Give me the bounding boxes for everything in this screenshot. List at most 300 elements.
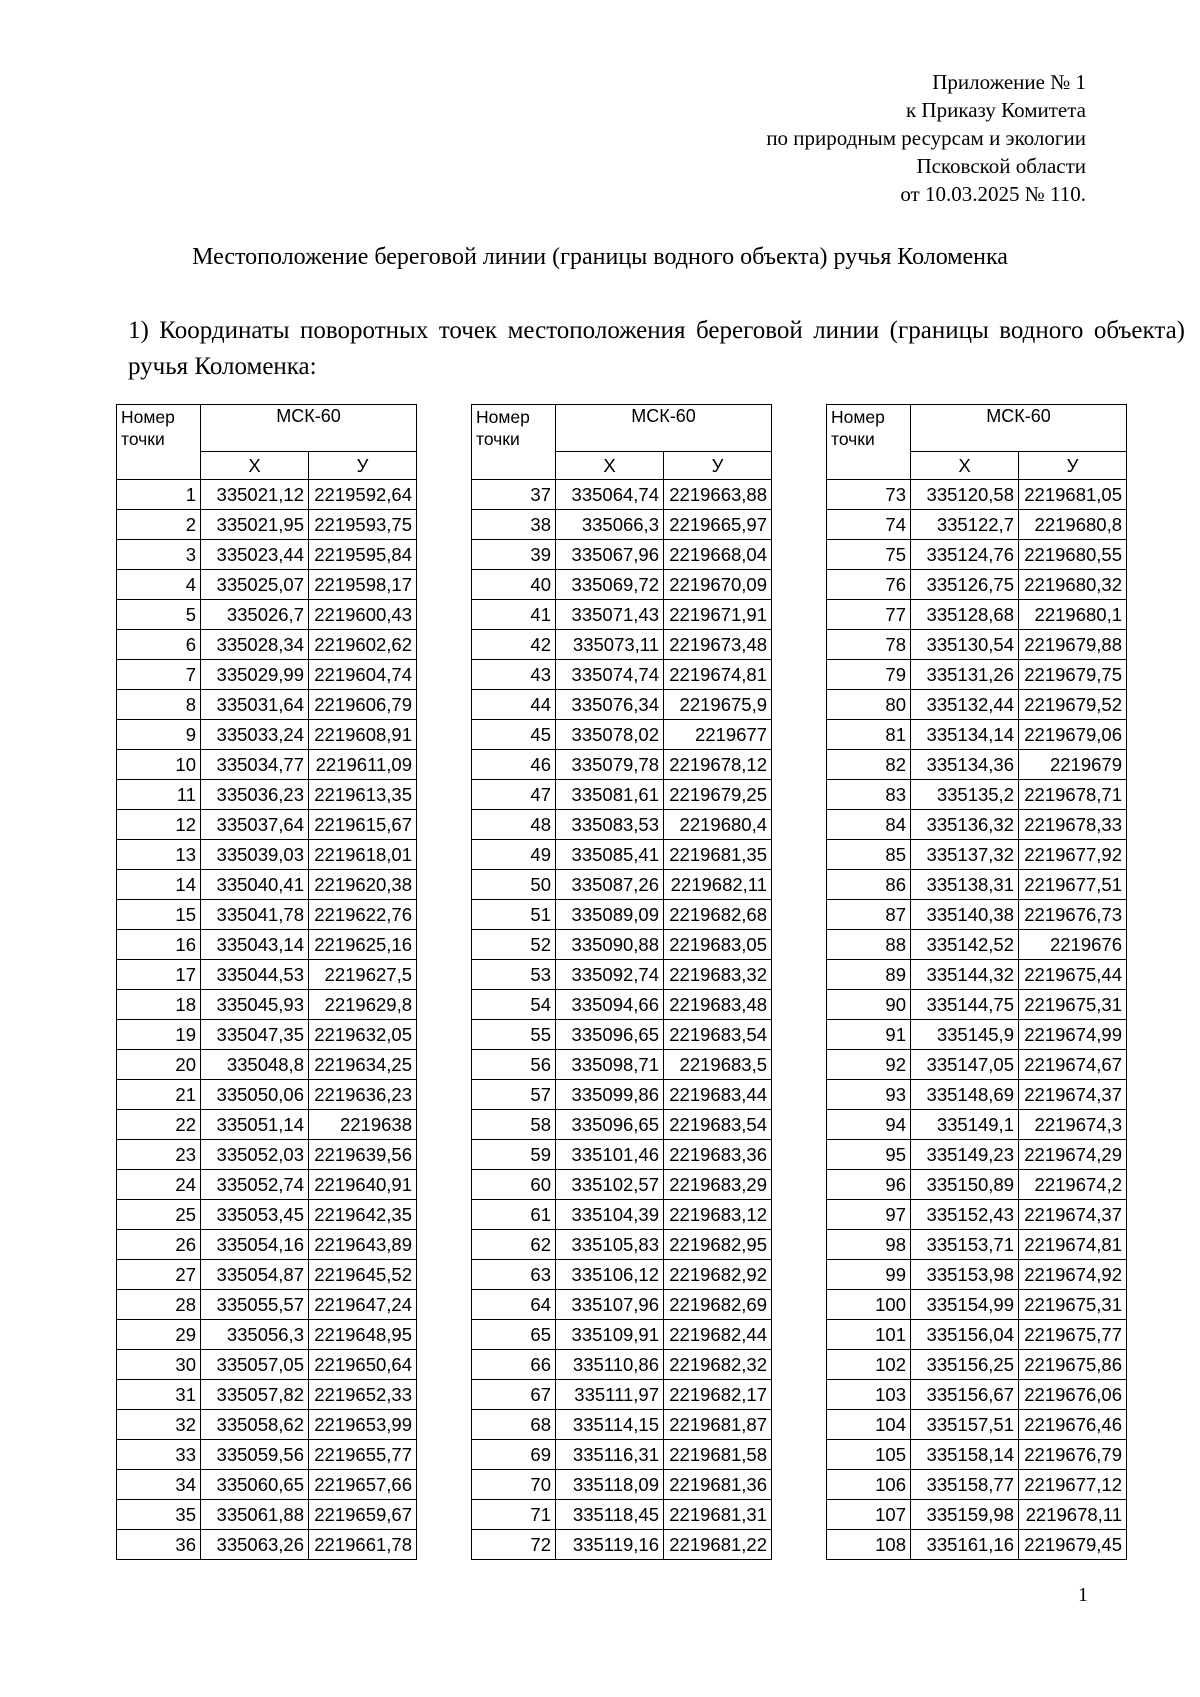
point-number-cell: 15 — [117, 900, 201, 930]
x-coordinate-cell: 335057,82 — [201, 1380, 309, 1410]
y-coordinate-cell: 2219682,17 — [664, 1380, 772, 1410]
x-coordinate-cell: 335136,32 — [911, 810, 1019, 840]
table-row — [117, 750, 417, 780]
y-coordinate-cell: 2219683,12 — [664, 1200, 772, 1230]
table-row — [117, 960, 417, 990]
x-coordinate-cell: 335045,93 — [201, 990, 309, 1020]
table-row — [472, 1530, 772, 1560]
y-coordinate-cell: 2219675,86 — [1019, 1350, 1127, 1380]
table-row — [827, 630, 1127, 660]
table-row — [117, 480, 417, 510]
point-number-cell: 50 — [472, 870, 556, 900]
x-coordinate-cell: 335142,52 — [911, 930, 1019, 960]
coordinate-system-header: МСК-60 — [201, 405, 417, 452]
x-coordinate-cell: 335149,23 — [911, 1140, 1019, 1170]
point-number-cell: 19 — [117, 1020, 201, 1050]
x-coordinate-cell: 335156,67 — [911, 1380, 1019, 1410]
point-number-cell: 85 — [827, 840, 911, 870]
x-coordinate-cell: 335106,12 — [556, 1260, 664, 1290]
point-number-cell: 10 — [117, 750, 201, 780]
x-coordinate-cell: 335078,02 — [556, 720, 664, 750]
x-coordinate-cell: 335156,25 — [911, 1350, 1019, 1380]
y-coordinate-cell: 2219682,69 — [664, 1290, 772, 1320]
x-coordinate-cell: 335122,7 — [911, 510, 1019, 540]
table-row — [827, 1470, 1127, 1500]
y-coordinate-cell: 2219618,01 — [309, 840, 417, 870]
y-coordinate-cell: 2219683,05 — [664, 930, 772, 960]
x-coordinate-cell: 335137,32 — [911, 840, 1019, 870]
table-row — [827, 1080, 1127, 1110]
table-row — [472, 600, 772, 630]
table-row — [472, 660, 772, 690]
x-coordinate-cell: 335029,99 — [201, 660, 309, 690]
point-number-cell: 96 — [827, 1170, 911, 1200]
table-row — [117, 1260, 417, 1290]
table-row — [827, 960, 1127, 990]
x-coordinate-cell: 335119,16 — [556, 1530, 664, 1560]
x-coordinate-cell: 335140,38 — [911, 900, 1019, 930]
y-coordinate-cell: 2219674,92 — [1019, 1260, 1127, 1290]
y-coordinate-cell: 2219680,55 — [1019, 540, 1127, 570]
coordinates-table-2 — [471, 404, 772, 1560]
y-coordinate-cell: 2219604,74 — [309, 660, 417, 690]
point-number-cell: 67 — [472, 1380, 556, 1410]
x-coordinate-cell: 335052,03 — [201, 1140, 309, 1170]
x-coordinate-cell: 335031,64 — [201, 690, 309, 720]
table-row — [117, 990, 417, 1020]
x-coordinate-cell: 335110,86 — [556, 1350, 664, 1380]
y-coordinate-cell: 2219681,05 — [1019, 480, 1127, 510]
point-number-cell: 100 — [827, 1290, 911, 1320]
point-number-cell: 69 — [472, 1440, 556, 1470]
table-row — [827, 930, 1127, 960]
point-number-cell: 103 — [827, 1380, 911, 1410]
x-coordinate-cell: 335092,74 — [556, 960, 664, 990]
x-coordinate-cell: 335048,8 — [201, 1050, 309, 1080]
table-row — [827, 780, 1127, 810]
y-coordinate-cell: 2219682,44 — [664, 1320, 772, 1350]
x-coordinate-cell: 335073,11 — [556, 630, 664, 660]
table-row — [117, 1110, 417, 1140]
table-row — [472, 1440, 772, 1470]
y-coordinate-cell: 2219638 — [309, 1110, 417, 1140]
point-number-cell: 97 — [827, 1200, 911, 1230]
y-coordinate-cell: 2219679,75 — [1019, 660, 1127, 690]
y-coordinate-cell: 2219592,64 — [309, 480, 417, 510]
x-coordinate-cell: 335054,16 — [201, 1230, 309, 1260]
point-number-cell: 28 — [117, 1290, 201, 1320]
point-number-cell: 25 — [117, 1200, 201, 1230]
point-number-cell: 94 — [827, 1110, 911, 1140]
x-coordinate-cell: 335098,71 — [556, 1050, 664, 1080]
table-body — [827, 480, 1127, 1560]
table-row — [117, 1410, 417, 1440]
y-coordinate-cell: 2219676,46 — [1019, 1410, 1127, 1440]
y-coordinate-cell: 2219677 — [664, 720, 772, 750]
table-row — [472, 720, 772, 750]
x-coordinate-cell: 335050,06 — [201, 1080, 309, 1110]
table-row — [472, 1080, 772, 1110]
x-coordinate-cell: 335021,12 — [201, 480, 309, 510]
x-coordinate-cell: 335021,95 — [201, 510, 309, 540]
x-coordinate-cell: 335130,54 — [911, 630, 1019, 660]
table-row — [827, 750, 1127, 780]
table-row — [827, 1350, 1127, 1380]
point-number-cell: 40 — [472, 570, 556, 600]
y-coordinate-cell: 2219677,92 — [1019, 840, 1127, 870]
table-row — [827, 1200, 1127, 1230]
y-coordinate-cell: 2219645,52 — [309, 1260, 417, 1290]
point-number-cell: 53 — [472, 960, 556, 990]
y-coordinate-cell: 2219673,48 — [664, 630, 772, 660]
point-number-cell: 51 — [472, 900, 556, 930]
point-number-cell: 86 — [827, 870, 911, 900]
x-coordinate-cell: 335087,26 — [556, 870, 664, 900]
y-coordinate-cell: 2219678,11 — [1019, 1500, 1127, 1530]
x-header: X — [556, 452, 664, 480]
table-row — [472, 1200, 772, 1230]
x-coordinate-cell: 335067,96 — [556, 540, 664, 570]
x-coordinate-cell: 335060,65 — [201, 1470, 309, 1500]
point-number-cell: 6 — [117, 630, 201, 660]
x-coordinate-cell: 335051,14 — [201, 1110, 309, 1140]
y-coordinate-cell: 2219671,91 — [664, 600, 772, 630]
y-coordinate-cell: 2219678,33 — [1019, 810, 1127, 840]
x-coordinate-cell: 335101,46 — [556, 1140, 664, 1170]
point-number-header: Номер точки — [472, 405, 556, 480]
table-row — [472, 1230, 772, 1260]
point-number-cell: 82 — [827, 750, 911, 780]
header-line: Псковской области — [916, 154, 1086, 178]
y-coordinate-cell: 2219653,99 — [309, 1410, 417, 1440]
x-coordinate-cell: 335145,9 — [911, 1020, 1019, 1050]
point-number-cell: 44 — [472, 690, 556, 720]
table-row — [472, 1410, 772, 1440]
point-number-cell: 101 — [827, 1320, 911, 1350]
point-number-cell: 84 — [827, 810, 911, 840]
table-row — [472, 1470, 772, 1500]
x-coordinate-cell: 335056,3 — [201, 1320, 309, 1350]
table-row — [472, 1110, 772, 1140]
table-row — [117, 840, 417, 870]
x-coordinate-cell: 335044,53 — [201, 960, 309, 990]
table-row — [117, 720, 417, 750]
y-coordinate-cell: 2219676 — [1019, 930, 1127, 960]
table-row — [117, 570, 417, 600]
table-row — [827, 1380, 1127, 1410]
y-coordinate-cell: 2219640,91 — [309, 1170, 417, 1200]
y-coordinate-cell: 2219683,48 — [664, 990, 772, 1020]
y-coordinate-cell: 2219622,76 — [309, 900, 417, 930]
y-coordinate-cell: 2219606,79 — [309, 690, 417, 720]
point-number-cell: 18 — [117, 990, 201, 1020]
y-coordinate-cell: 2219615,67 — [309, 810, 417, 840]
page-number: 1 — [1078, 1584, 1088, 1606]
document-title: Местоположение береговой линии (границы водного объекта) ручья Коломенка — [192, 244, 1008, 270]
point-number-cell: 48 — [472, 810, 556, 840]
table-row — [472, 510, 772, 540]
point-number-cell: 2 — [117, 510, 201, 540]
x-coordinate-cell: 335159,98 — [911, 1500, 1019, 1530]
header-line: по природным ресурсам и экологии — [766, 126, 1086, 150]
y-coordinate-cell: 2219679 — [1019, 750, 1127, 780]
x-coordinate-cell: 335153,71 — [911, 1230, 1019, 1260]
y-coordinate-cell: 2219681,22 — [664, 1530, 772, 1560]
y-header: У — [664, 452, 772, 480]
point-number-cell: 23 — [117, 1140, 201, 1170]
x-coordinate-cell: 335079,78 — [556, 750, 664, 780]
point-number-cell: 64 — [472, 1290, 556, 1320]
point-number-cell: 93 — [827, 1080, 911, 1110]
y-coordinate-cell: 2219681,36 — [664, 1470, 772, 1500]
y-coordinate-cell: 2219598,17 — [309, 570, 417, 600]
y-coordinate-cell: 2219670,09 — [664, 570, 772, 600]
y-coordinate-cell: 2219683,5 — [664, 1050, 772, 1080]
point-number-cell: 39 — [472, 540, 556, 570]
y-coordinate-cell: 2219681,58 — [664, 1440, 772, 1470]
x-coordinate-cell: 335152,43 — [911, 1200, 1019, 1230]
y-coordinate-cell: 2219620,38 — [309, 870, 417, 900]
table-row — [117, 1380, 417, 1410]
table-row — [827, 990, 1127, 1020]
table-row — [827, 510, 1127, 540]
table-row — [472, 870, 772, 900]
point-number-cell: 70 — [472, 1470, 556, 1500]
point-number-cell: 29 — [117, 1320, 201, 1350]
table-row — [472, 1290, 772, 1320]
table-row — [117, 1230, 417, 1260]
x-coordinate-cell: 335076,34 — [556, 690, 664, 720]
point-number-cell: 12 — [117, 810, 201, 840]
x-coordinate-cell: 335104,39 — [556, 1200, 664, 1230]
x-coordinate-cell: 335120,58 — [911, 480, 1019, 510]
y-coordinate-cell: 2219634,25 — [309, 1050, 417, 1080]
point-number-cell: 38 — [472, 510, 556, 540]
x-coordinate-cell: 335118,09 — [556, 1470, 664, 1500]
x-coordinate-cell: 335071,43 — [556, 600, 664, 630]
y-coordinate-cell: 2219683,36 — [664, 1140, 772, 1170]
table-row — [472, 1260, 772, 1290]
table-row — [827, 480, 1127, 510]
point-number-cell: 46 — [472, 750, 556, 780]
y-coordinate-cell: 2219636,23 — [309, 1080, 417, 1110]
table-row — [472, 1320, 772, 1350]
y-coordinate-cell: 2219679,88 — [1019, 630, 1127, 660]
y-coordinate-cell: 2219650,64 — [309, 1350, 417, 1380]
table-row — [827, 720, 1127, 750]
y-coordinate-cell: 2219678,12 — [664, 750, 772, 780]
y-coordinate-cell: 2219674,29 — [1019, 1140, 1127, 1170]
point-number-cell: 24 — [117, 1170, 201, 1200]
point-number-cell: 88 — [827, 930, 911, 960]
x-coordinate-cell: 335074,74 — [556, 660, 664, 690]
x-coordinate-cell: 335057,05 — [201, 1350, 309, 1380]
y-coordinate-cell: 2219680,4 — [664, 810, 772, 840]
x-coordinate-cell: 335107,96 — [556, 1290, 664, 1320]
table-row — [472, 570, 772, 600]
table-row — [827, 1410, 1127, 1440]
table-row — [117, 1440, 417, 1470]
x-coordinate-cell: 335157,51 — [911, 1410, 1019, 1440]
point-number-cell: 89 — [827, 960, 911, 990]
point-number-cell: 83 — [827, 780, 911, 810]
point-number-header: Номер точки — [827, 405, 911, 480]
x-coordinate-cell: 335034,77 — [201, 750, 309, 780]
point-number-cell: 98 — [827, 1230, 911, 1260]
point-number-cell: 61 — [472, 1200, 556, 1230]
coordinates-table-1 — [116, 404, 417, 1560]
x-coordinate-cell: 335061,88 — [201, 1500, 309, 1530]
table-row — [827, 1110, 1127, 1140]
y-coordinate-cell: 2219674,81 — [664, 660, 772, 690]
x-coordinate-cell: 335134,36 — [911, 750, 1019, 780]
table-row — [827, 840, 1127, 870]
table-row — [827, 1260, 1127, 1290]
x-coordinate-cell: 335096,65 — [556, 1110, 664, 1140]
point-number-cell: 62 — [472, 1230, 556, 1260]
x-coordinate-cell: 335047,35 — [201, 1020, 309, 1050]
x-coordinate-cell: 335128,68 — [911, 600, 1019, 630]
table-row — [117, 1320, 417, 1350]
y-coordinate-cell: 2219680,8 — [1019, 510, 1127, 540]
x-coordinate-cell: 335041,78 — [201, 900, 309, 930]
table-row — [472, 1050, 772, 1080]
x-coordinate-cell: 335054,87 — [201, 1260, 309, 1290]
x-coordinate-cell: 335154,99 — [911, 1290, 1019, 1320]
point-number-cell: 90 — [827, 990, 911, 1020]
x-coordinate-cell: 335134,14 — [911, 720, 1019, 750]
point-number-cell: 34 — [117, 1470, 201, 1500]
x-coordinate-cell: 335036,23 — [201, 780, 309, 810]
y-coordinate-cell: 2219683,44 — [664, 1080, 772, 1110]
table-row — [827, 600, 1127, 630]
point-number-cell: 32 — [117, 1410, 201, 1440]
x-coordinate-cell: 335064,74 — [556, 480, 664, 510]
x-coordinate-cell: 335149,1 — [911, 1110, 1019, 1140]
appendix-header — [766, 68, 1086, 208]
point-number-cell: 45 — [472, 720, 556, 750]
table-row — [827, 1050, 1127, 1080]
point-number-cell: 104 — [827, 1410, 911, 1440]
y-coordinate-cell: 2219682,95 — [664, 1230, 772, 1260]
y-coordinate-cell: 2219674,81 — [1019, 1230, 1127, 1260]
point-number-cell: 80 — [827, 690, 911, 720]
header-line: к Приказу Комитета — [905, 98, 1086, 122]
table-row — [472, 540, 772, 570]
x-coordinate-cell: 335037,64 — [201, 810, 309, 840]
y-coordinate-cell: 2219627,5 — [309, 960, 417, 990]
table-row — [117, 540, 417, 570]
table-row — [472, 750, 772, 780]
x-coordinate-cell: 335153,98 — [911, 1260, 1019, 1290]
table-row — [827, 1020, 1127, 1050]
point-number-cell: 59 — [472, 1140, 556, 1170]
y-coordinate-cell: 2219665,97 — [664, 510, 772, 540]
x-coordinate-cell: 335033,24 — [201, 720, 309, 750]
point-number-cell: 16 — [117, 930, 201, 960]
table-row — [827, 1500, 1127, 1530]
table-row — [827, 1320, 1127, 1350]
point-number-cell: 41 — [472, 600, 556, 630]
y-coordinate-cell: 2219657,66 — [309, 1470, 417, 1500]
table-row — [117, 1020, 417, 1050]
y-coordinate-cell: 2219643,89 — [309, 1230, 417, 1260]
section-heading: 1) Координаты поворотных точек местоположения береговой линии (границы водного объекта) ручья Коломенка: — [128, 317, 1185, 380]
coordinate-system-header: МСК-60 — [911, 405, 1127, 452]
y-coordinate-cell: 2219642,35 — [309, 1200, 417, 1230]
point-number-cell: 1 — [117, 480, 201, 510]
y-coordinate-cell: 2219681,31 — [664, 1500, 772, 1530]
x-coordinate-cell: 335135,2 — [911, 780, 1019, 810]
table-row — [827, 540, 1127, 570]
y-coordinate-cell: 2219674,2 — [1019, 1170, 1127, 1200]
point-number-cell: 31 — [117, 1380, 201, 1410]
point-number-cell: 54 — [472, 990, 556, 1020]
table-row — [117, 660, 417, 690]
table-row — [827, 1290, 1127, 1320]
x-coordinate-cell: 335096,65 — [556, 1020, 664, 1050]
table-body — [117, 480, 417, 1560]
x-coordinate-cell: 335059,56 — [201, 1440, 309, 1470]
x-coordinate-cell: 335025,07 — [201, 570, 309, 600]
table-row — [827, 1140, 1127, 1170]
y-coordinate-cell: 2219652,33 — [309, 1380, 417, 1410]
table-row — [472, 1170, 772, 1200]
point-number-cell: 17 — [117, 960, 201, 990]
point-number-cell: 56 — [472, 1050, 556, 1080]
header-line: Приложение № 1 — [932, 70, 1086, 94]
point-number-cell: 27 — [117, 1260, 201, 1290]
point-number-cell: 108 — [827, 1530, 911, 1560]
y-coordinate-cell: 2219679,25 — [664, 780, 772, 810]
x-coordinate-cell: 335144,75 — [911, 990, 1019, 1020]
x-coordinate-cell: 335105,83 — [556, 1230, 664, 1260]
point-number-cell: 65 — [472, 1320, 556, 1350]
point-number-cell: 72 — [472, 1530, 556, 1560]
point-number-cell: 107 — [827, 1500, 911, 1530]
point-number-cell: 76 — [827, 570, 911, 600]
x-coordinate-cell: 335114,15 — [556, 1410, 664, 1440]
table-body — [472, 480, 772, 1560]
point-number-cell: 79 — [827, 660, 911, 690]
point-number-cell: 9 — [117, 720, 201, 750]
table-row — [472, 960, 772, 990]
table-row — [117, 1050, 417, 1080]
x-coordinate-cell: 335116,31 — [556, 1440, 664, 1470]
x-coordinate-cell: 335023,44 — [201, 540, 309, 570]
y-coordinate-cell: 2219676,06 — [1019, 1380, 1127, 1410]
point-number-cell: 26 — [117, 1230, 201, 1260]
point-number-cell: 106 — [827, 1470, 911, 1500]
x-coordinate-cell: 335043,14 — [201, 930, 309, 960]
x-coordinate-cell: 335102,57 — [556, 1170, 664, 1200]
table-row — [827, 1230, 1127, 1260]
table-row — [827, 1170, 1127, 1200]
point-number-cell: 58 — [472, 1110, 556, 1140]
point-number-cell: 75 — [827, 540, 911, 570]
table-row — [117, 1530, 417, 1560]
y-coordinate-cell: 2219674,37 — [1019, 1080, 1127, 1110]
point-number-cell: 66 — [472, 1350, 556, 1380]
table-row — [472, 900, 772, 930]
y-coordinate-cell: 2219639,56 — [309, 1140, 417, 1170]
y-coordinate-cell: 2219682,32 — [664, 1350, 772, 1380]
x-coordinate-cell: 335118,45 — [556, 1500, 664, 1530]
x-coordinate-cell: 335040,41 — [201, 870, 309, 900]
table-row — [472, 1500, 772, 1530]
y-coordinate-cell: 2219680,1 — [1019, 600, 1127, 630]
x-coordinate-cell: 335063,26 — [201, 1530, 309, 1560]
